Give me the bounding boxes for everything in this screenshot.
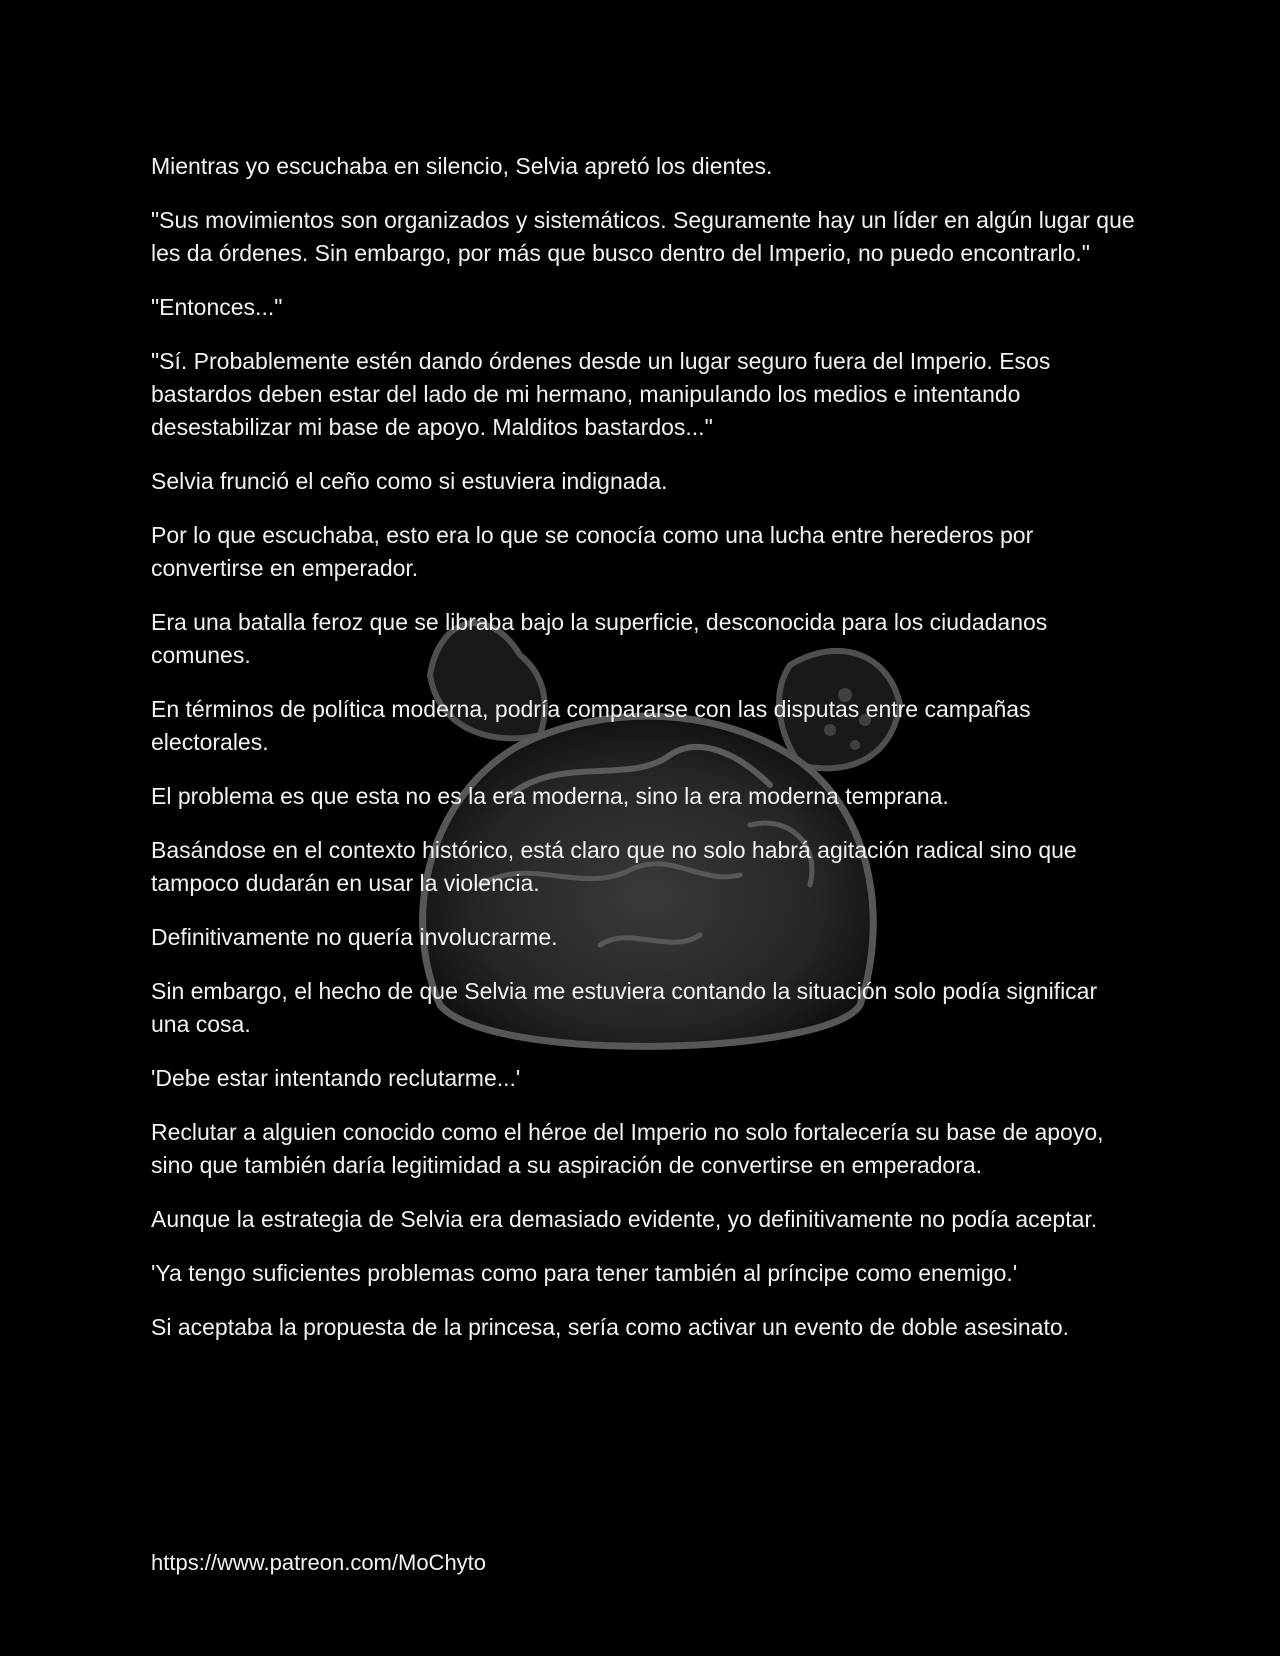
paragraph: "Sus movimientos son organizados y sistemáticos. Seguramente hay un líder en algún lugar que les da órdenes. Sin embargo, por más que busco dentro del Imperio, no puedo encontrarlo." [151, 207, 1135, 266]
paragraph: Selvia frunció el ceño como si estuviera indignada. [151, 468, 668, 494]
paragraph: Mientras yo escuchaba en silencio, Selvia apretó los dientes. [151, 153, 773, 179]
paragraph: Si aceptaba la propuesta de la princesa, sería como activar un evento de doble asesinato. [151, 1314, 1070, 1340]
paragraph: 'Debe estar intentando reclutarme...' [151, 1065, 521, 1091]
chapter-text [151, 150, 1141, 1365]
paragraph: El problema es que esta no es la era moderna, sino la era moderna temprana. [151, 783, 949, 809]
paragraph: Era una batalla feroz que se libraba bajo la superficie, desconocida para los ciudadanos comunes. [151, 609, 1048, 668]
paragraph: "Entonces..." [151, 294, 283, 320]
paragraph: Sin embargo, el hecho de que Selvia me estuviera contando la situación solo podía significar una cosa. [151, 978, 1098, 1037]
paragraph: Basándose en el contexto histórico, está claro que no solo habrá agitación radical sino que tampoco dudarán en usar la violencia. [151, 837, 1077, 896]
paragraph: "Sí. Probablemente estén dando órdenes desde un lugar seguro fuera del Imperio. Esos bastardos deben estar del lado de mi hermano, manipulando los medios e intentando desestabilizar mi base de apoyo. Malditos bastardos..." [151, 348, 1051, 440]
paragraph: Por lo que escuchaba, esto era lo que se conocía como una lucha entre herederos por convertirse en emperador. [151, 522, 1034, 581]
paragraph: Definitivamente no quería involucrarme. [151, 924, 558, 950]
paragraph: Reclutar a alguien conocido como el héroe del Imperio no solo fortalecería su base de apoyo, sino que también daría legitimidad a su aspiración de convertirse en emperadora. [151, 1119, 1104, 1178]
paragraph: Aunque la estrategia de Selvia era demasiado evidente, yo definitivamente no podía aceptar. [151, 1206, 1098, 1232]
paragraph: En términos de política moderna, podría compararse con las disputas entre campañas electorales. [151, 696, 1031, 755]
patreon-link[interactable]: https://www.patreon.com/MoChyto [151, 1550, 487, 1575]
paragraph: 'Ya tengo suficientes problemas como para tener también al príncipe como enemigo.' [151, 1260, 1018, 1286]
